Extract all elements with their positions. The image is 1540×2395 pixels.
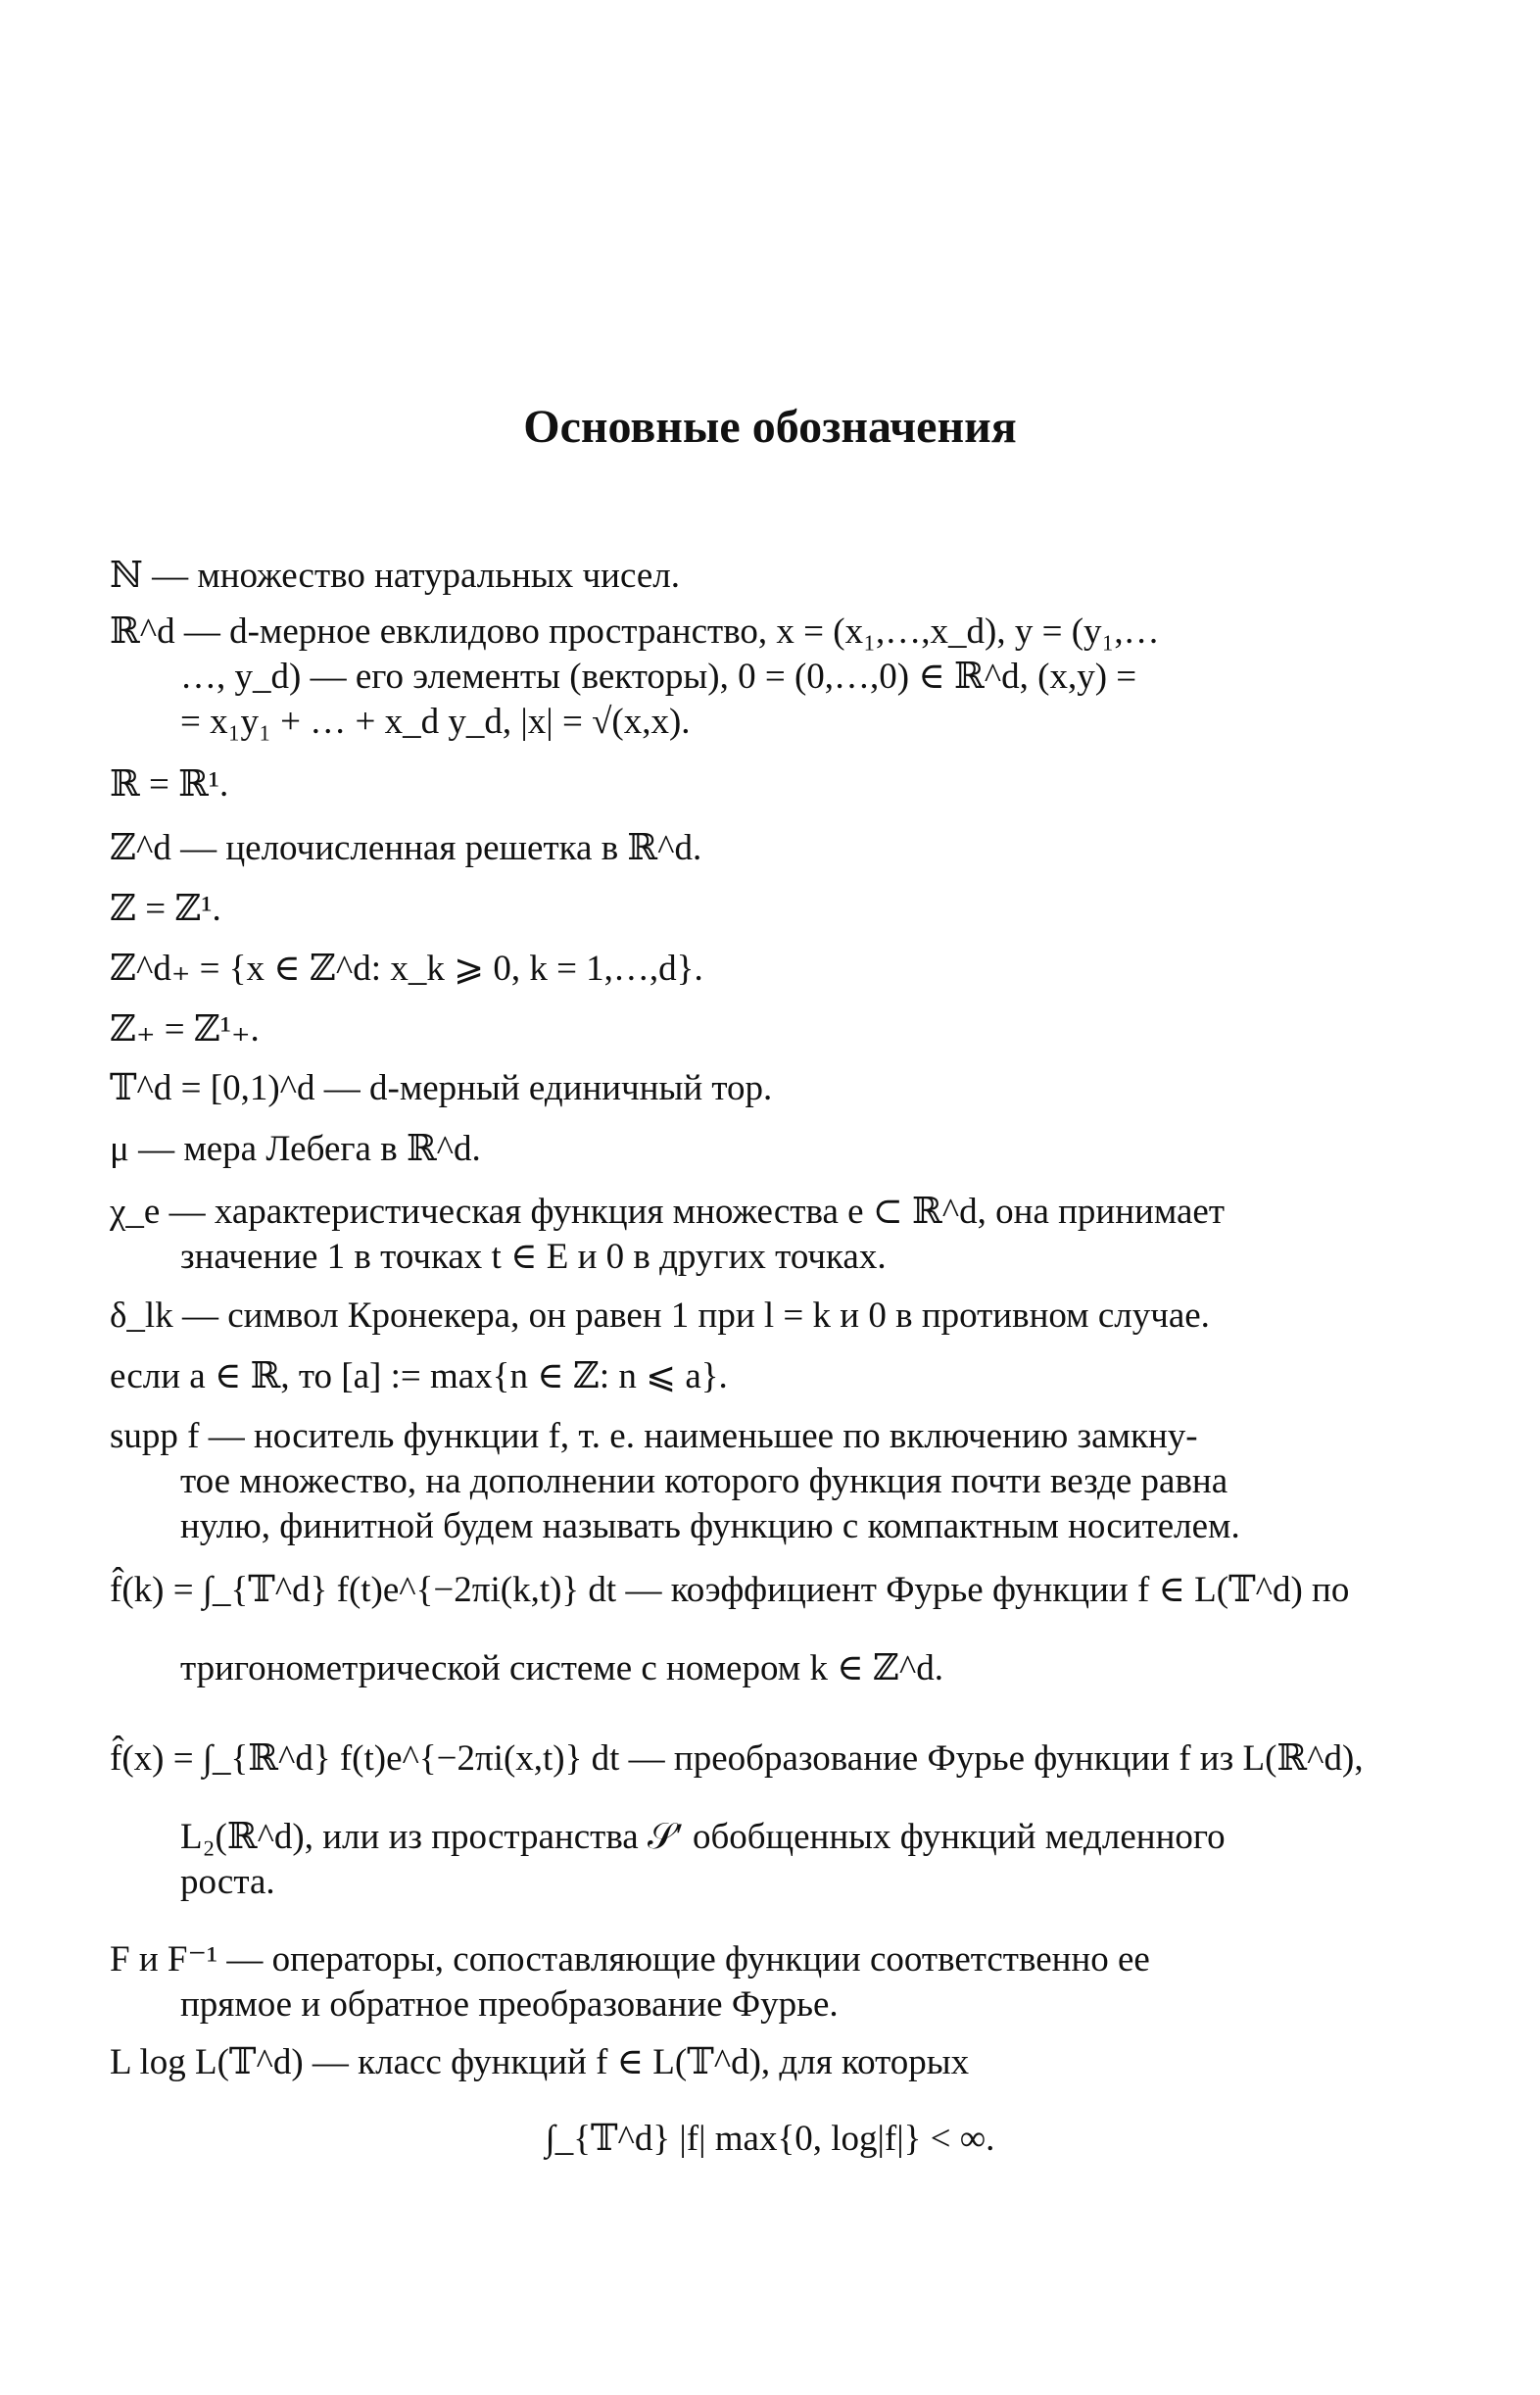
entry-kronecker (110, 1294, 1403, 1339)
entry-continuation: …, y_d) — его элементы (векторы), 0 = (0,…,0) ∈ ℝ^d, (x,y) = = x₁y₁ + … + x_d y_d, |x| = √(x,x). (180, 657, 1137, 742)
entry-integer-lattice (110, 826, 1403, 871)
entry-continuation: значение 1 в точках t ∈ E и 0 в других точках. (180, 1237, 887, 1277)
entry-line: ℝ = ℝ¹. (110, 764, 229, 805)
entry-real-line (110, 762, 1403, 807)
entry-nonneg-integers (110, 1007, 1403, 1052)
entry-line: L log L(𝕋^d) — класс функций f ∈ L(𝕋^d), для которых (110, 2042, 970, 2082)
entry-naturals (110, 554, 1403, 599)
entry-support (110, 1414, 1403, 1549)
entry-fourier-coefficient (110, 1568, 1403, 1691)
entry-line: ℤ^d₊ = {x ∈ ℤ^d: x_k ⩾ 0, k = 1,…,d}. (110, 949, 703, 989)
entry-llogl-class (110, 2040, 1403, 2085)
entry-line: F и F⁻¹ — операторы, сопоставляющие функции соответственно ее (110, 1939, 1150, 1980)
entry-line: если a ∈ ℝ, то [a] := max{n ∈ ℤ: n ⩽ a}. (110, 1356, 728, 1396)
entry-line: ℝ^d — d-мерное евклидово пространство, x = (x₁,…,x_d), y = (y₁,… (110, 611, 1160, 652)
entry-line: 𝕋^d = [0,1)^d — d-мерный единичный тор. (110, 1068, 773, 1108)
entry-continuation: тригонометрической системе с номером k ∈ ℤ^d. (180, 1648, 943, 1688)
entry-integer-part (110, 1354, 1403, 1399)
entry-fourier-transform (110, 1736, 1403, 1905)
entry-characteristic-function (110, 1190, 1403, 1280)
entry-continuation: прямое и обратное преобразование Фурье. (180, 1984, 839, 2025)
entry-line: χ_e — характеристическая функция множества e ⊂ ℝ^d, она принимает (110, 1192, 1226, 1232)
entry-line: f̂(k) = ∫_{𝕋^d} f(t)e^{−2πi(k,t)} dt — коэффициент Фурье функции f ∈ L(𝕋^d) по (110, 1570, 1350, 1610)
entry-line: ℕ — множество натуральных чисел. (110, 556, 680, 596)
entry-line: δ_lk — символ Кронекера, он равен 1 при l = k и 0 в противном случае. (110, 1295, 1210, 1336)
entry-line: ℤ = ℤ¹. (110, 889, 221, 929)
entry-continuation: L₂(ℝ^d), или из пространства 𝒮′ обобщенных функций медленного роста. (180, 1817, 1226, 1902)
entry-integers (110, 887, 1403, 932)
entry-line: supp f — носитель функции f, т. е. наименьшее по включению замкну- (110, 1416, 1198, 1456)
entry-torus (110, 1066, 1403, 1111)
entry-euclidean-space (110, 610, 1403, 745)
entry-nonneg-lattice (110, 947, 1403, 992)
entry-line: ℤ₊ = ℤ¹₊. (110, 1009, 260, 1050)
entry-line: μ — мера Лебега в ℝ^d. (110, 1129, 481, 1169)
integral-formula: ∫_{𝕋^d} |f| max{0, log|f|} < ∞. (545, 2119, 995, 2159)
entry-fourier-operators (110, 1937, 1403, 2028)
entry-line: f̂(x) = ∫_{ℝ^d} f(t)e^{−2πi(x,t)} dt — преобразование Фурье функции f из L(ℝ^d), (110, 1738, 1364, 1779)
entry-line: ℤ^d — целочисленная решетка в ℝ^d. (110, 828, 702, 868)
entry-lebesgue-measure (110, 1127, 1403, 1172)
page-title: Основные обозначения (523, 401, 1017, 453)
entry-continuation: тое множество, на дополнении которого функция почти везде равна нулю, финитной будем называть функцию с компактным носителем. (180, 1461, 1240, 1546)
